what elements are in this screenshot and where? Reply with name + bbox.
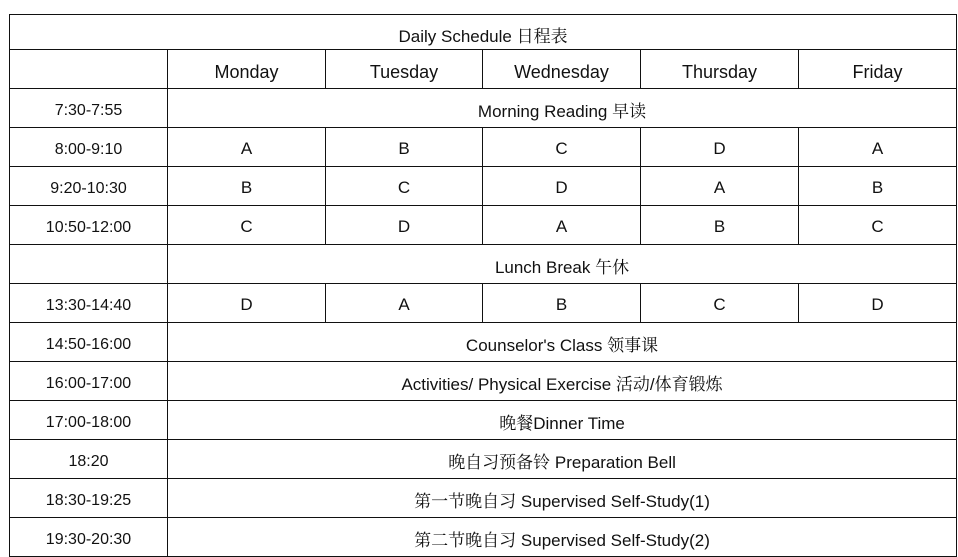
time-slot: 18:30-19:25 [10,479,168,518]
time-slot: 19:30-20:30 [10,518,168,557]
day-header-tuesday: Tuesday [326,50,483,89]
time-slot: 10:50-12:00 [10,206,168,245]
corner-cell [10,50,168,89]
time-slot: 8:00-9:10 [10,128,168,167]
schedule-row [10,323,957,362]
day-header-wednesday: Wednesday [483,50,641,89]
course-cell-friday: D [799,284,957,323]
title-row [10,15,957,50]
course-cell-wednesday: D [483,167,641,206]
course-cell-monday: D [168,284,326,323]
schedule-row [10,89,957,128]
course-cell-wednesday: B [483,284,641,323]
day-header-friday: Friday [799,50,957,89]
course-cell-tuesday: A [326,284,483,323]
time-slot: 9:20-10:30 [10,167,168,206]
schedule-title: Daily Schedule 日程表 [10,15,957,50]
course-cell-thursday: B [641,206,799,245]
course-cell-thursday: C [641,284,799,323]
time-slot: 14:50-16:00 [10,323,168,362]
schedule-row [10,245,957,284]
time-slot [10,245,168,284]
activity-cell: 晚餐Dinner Time [168,401,957,440]
activity-cell: Lunch Break 午休 [168,245,957,284]
course-cell-friday: C [799,206,957,245]
course-cell-tuesday: D [326,206,483,245]
schedule-row [10,362,957,401]
activity-cell: Morning Reading 早读 [168,89,957,128]
day-header-monday: Monday [168,50,326,89]
course-cell-monday: A [168,128,326,167]
course-cell-friday: A [799,128,957,167]
schedule-row [10,284,957,323]
course-cell-thursday: D [641,128,799,167]
schedule-row [10,518,957,557]
schedule-row [10,206,957,245]
course-cell-wednesday: C [483,128,641,167]
course-cell-wednesday: A [483,206,641,245]
schedule-table [9,14,957,557]
course-cell-thursday: A [641,167,799,206]
time-slot: 18:20 [10,440,168,479]
schedule-row [10,128,957,167]
day-header-thursday: Thursday [641,50,799,89]
activity-cell: Activities/ Physical Exercise 活动/体育锻炼 [168,362,957,401]
time-slot: 17:00-18:00 [10,401,168,440]
activity-cell: 第二节晚自习 Supervised Self-Study(2) [168,518,957,557]
schedule-row [10,167,957,206]
course-cell-tuesday: C [326,167,483,206]
time-slot: 16:00-17:00 [10,362,168,401]
day-header-row [10,50,957,89]
activity-cell: 晚自习预备铃 Preparation Bell [168,440,957,479]
time-slot: 7:30-7:55 [10,89,168,128]
time-slot: 13:30-14:40 [10,284,168,323]
schedule-row [10,401,957,440]
schedule-row [10,479,957,518]
course-cell-monday: B [168,167,326,206]
course-cell-tuesday: B [326,128,483,167]
schedule-row [10,440,957,479]
activity-cell: 第一节晚自习 Supervised Self-Study(1) [168,479,957,518]
activity-cell: Counselor's Class 领事课 [168,323,957,362]
course-cell-monday: C [168,206,326,245]
course-cell-friday: B [799,167,957,206]
